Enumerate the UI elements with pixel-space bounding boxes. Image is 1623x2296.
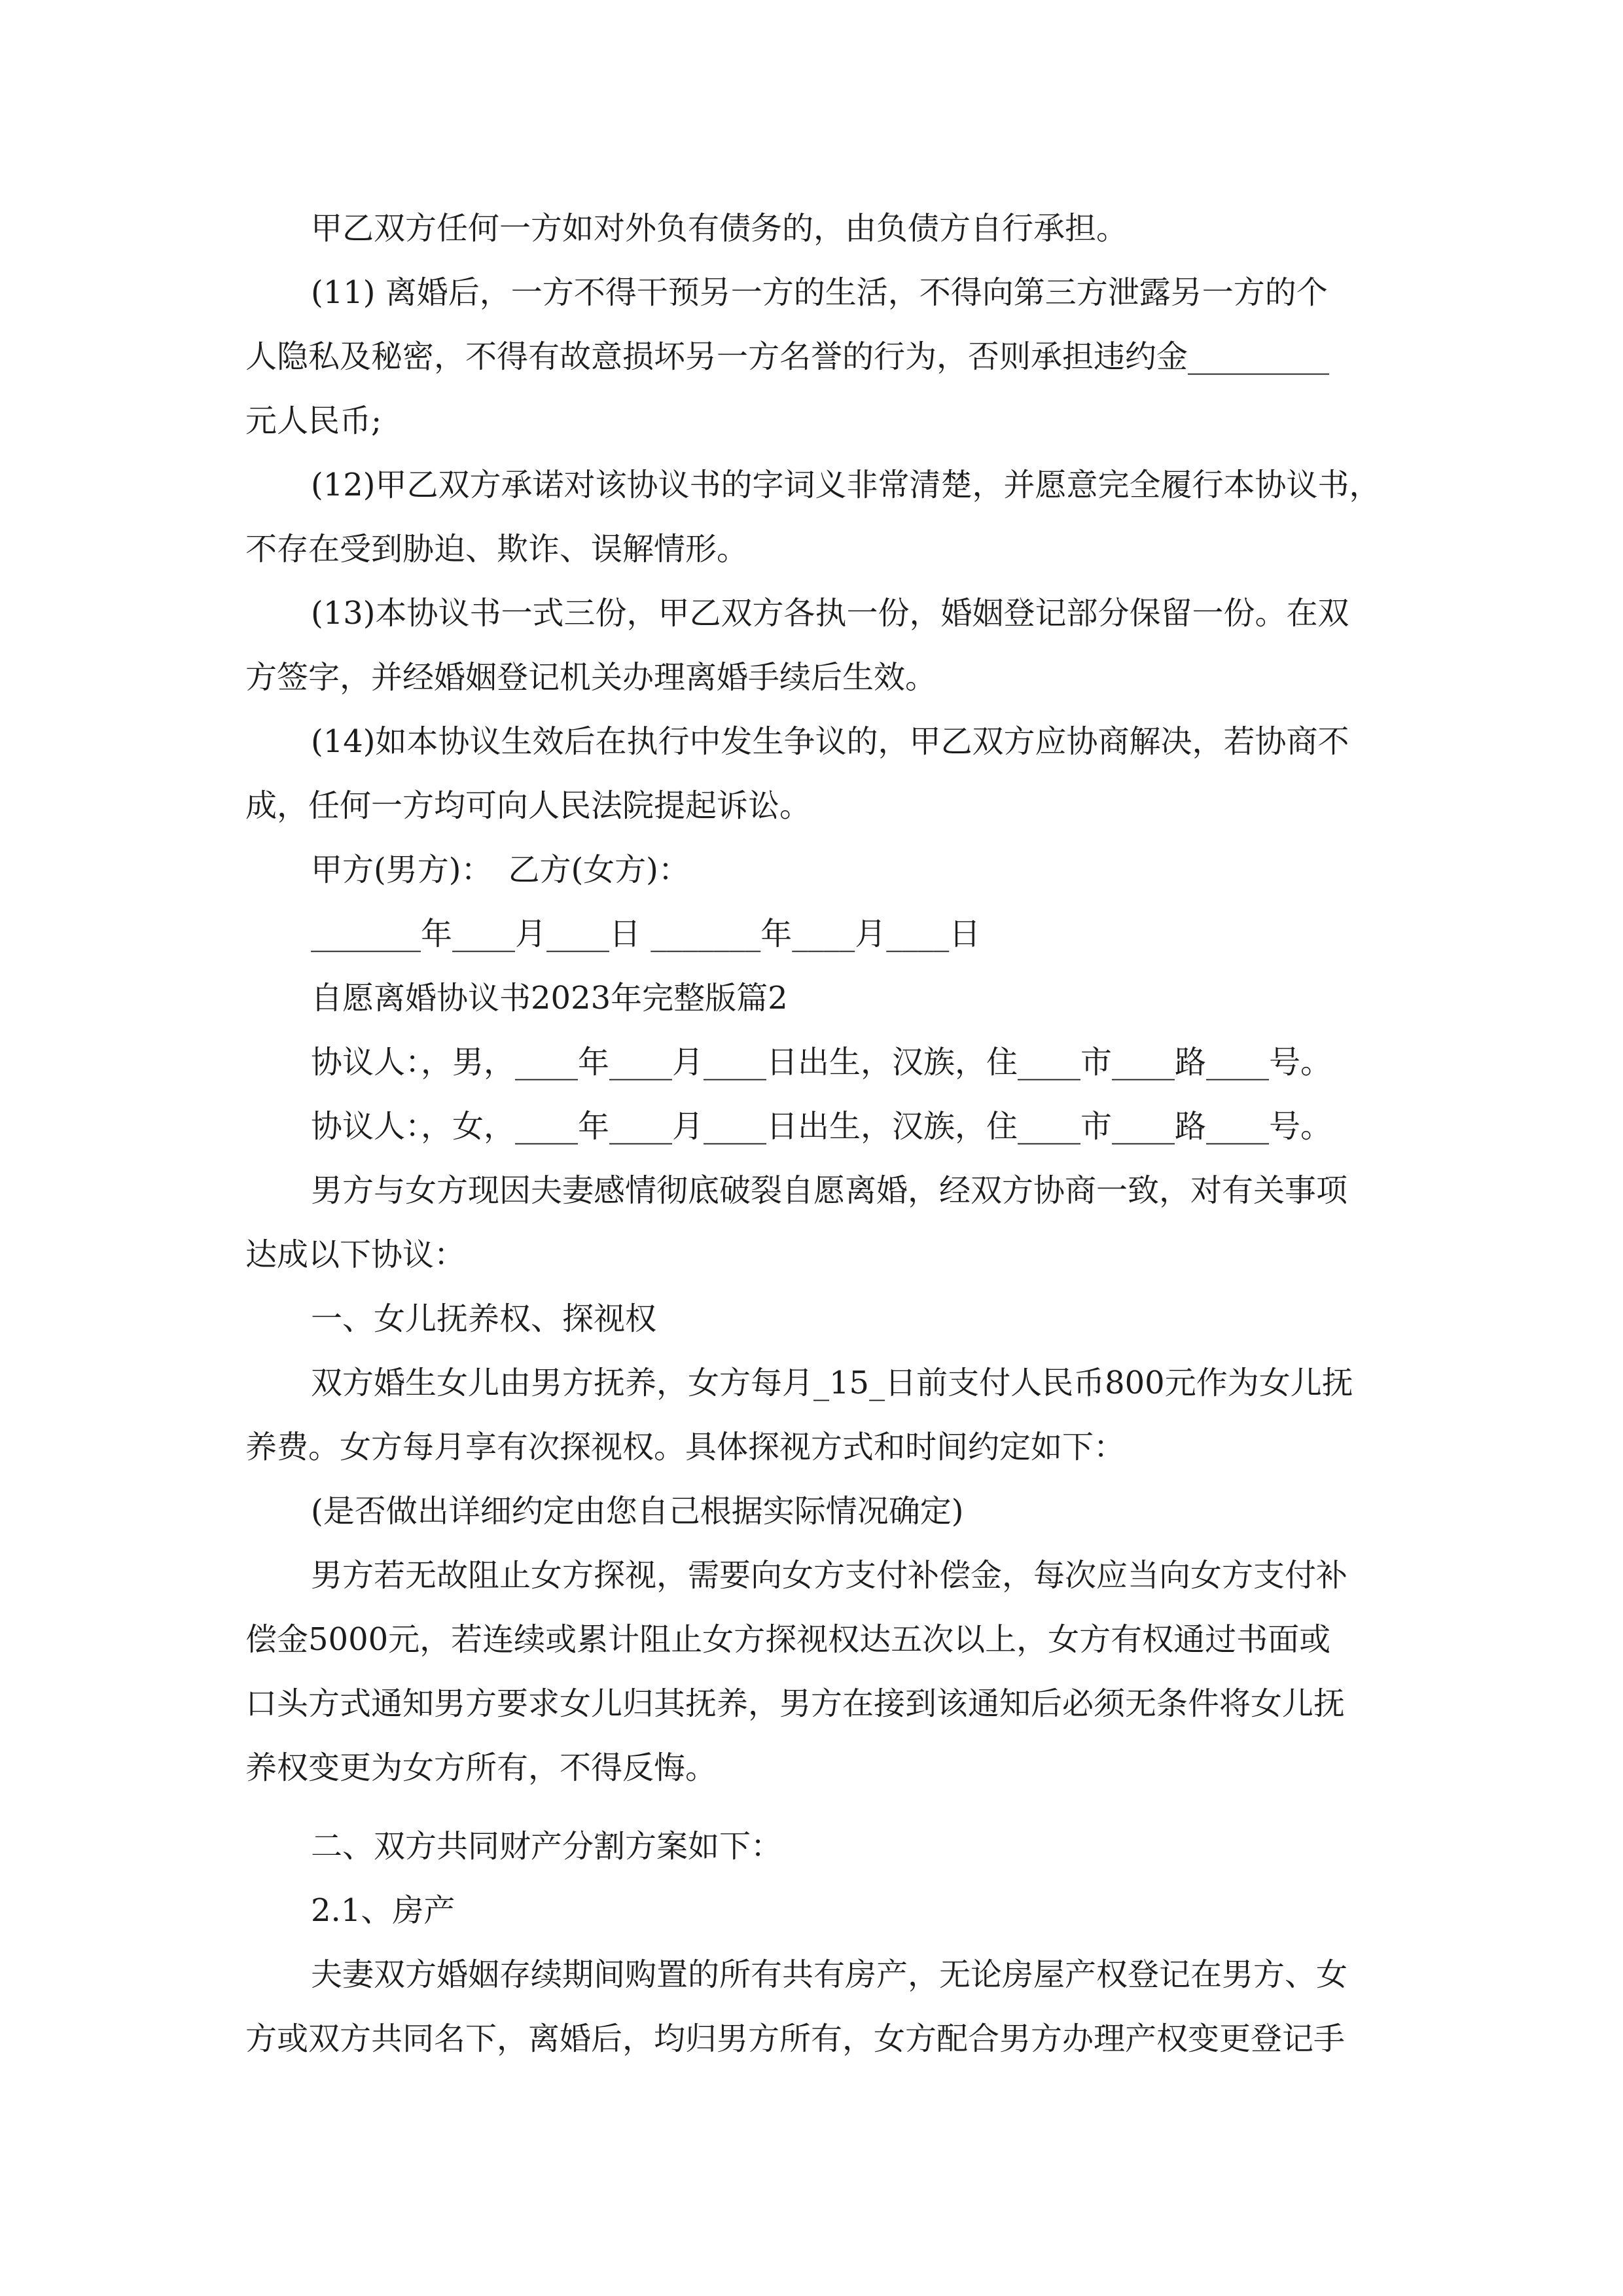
- text-line: (13)本协议书一式三份，甲乙双方各执一份，婚姻登记部分保留一份。在双: [311, 595, 1349, 632]
- text-line: (是否做出详细约定由您自己根据实际情况确定): [311, 1493, 964, 1530]
- text-line: (12)甲乙双方承诺对该协议书的字词义非常清楚，并愿意完全履行本协议书，: [311, 467, 1381, 503]
- text-line: _______年____月____日 _______年____月____日: [311, 916, 981, 952]
- text-line: 养费。女方每月享有次探视权。具体探视方式和时间约定如下：: [245, 1429, 1126, 1465]
- text-line: 二、双方共同财产分割方案如下：: [311, 1828, 783, 1865]
- text-line: 自愿离婚协议书2023年完整版篇2: [311, 980, 788, 1016]
- text-line: 协议人：，男，____年____月____日出生，汉族，住____市____路____号。: [311, 1044, 1332, 1081]
- text-line: 甲方(男方)： 乙方(女方)：: [311, 852, 690, 888]
- text-line: 男方若无故阻止女方探视，需要向女方支付补偿金，每次应当向女方支付补: [311, 1557, 1348, 1594]
- text-line: 男方与女方现因夫妻感情彻底破裂自愿离婚，经双方协商一致，对有关事项: [311, 1172, 1348, 1209]
- text-line: 达成以下协议：: [245, 1236, 466, 1273]
- text-line: 方签字，并经婚姻登记机关办理离婚手续后生效。: [245, 659, 937, 696]
- text-line: 偿金5000元，若连续或累计阻止女方探视权达五次以上，女方有权通过书面或: [245, 1621, 1331, 1658]
- text-line: 元人民币;: [245, 403, 382, 439]
- text-line: 成，任何一方均可向人民法院提起诉讼。: [245, 787, 812, 824]
- text-line: (14)如本协议生效后在执行中发生争议的，甲乙双方应协商解决，若协商不: [311, 723, 1349, 760]
- text-line: 养权变更为女方所有，不得反悔。: [245, 1749, 717, 1786]
- text-line: 一、女儿抚养权、探视权: [311, 1300, 657, 1337]
- document-body: [245, 196, 1384, 2071]
- paragraph-gap: [245, 1800, 1384, 1814]
- text-line: (11) 离婚后，一方不得干预另一方的生活，不得向第三方泄露另一方的个: [311, 274, 1328, 311]
- text-line: 人隐私及秘密，不得有故意损坏另一方名誉的行为，否则承担违约金_________: [245, 338, 1330, 375]
- text-line: 2.1、房产: [311, 1892, 455, 1929]
- text-line: 夫妻双方婚姻存续期间购置的所有共有房产，无论房屋产权登记在男方、女: [311, 1956, 1348, 1993]
- text-line: 口头方式通知男方要求女儿归其抚养，男方在接到该通知后必须无条件将女儿抚: [245, 1685, 1346, 1722]
- text-line: 甲乙双方任何一方如对外负有债务的，由负债方自行承担。: [311, 210, 1128, 247]
- text-line: 双方婚生女儿由男方抚养，女方每月_15_日前支付人民币800元作为女儿抚: [311, 1365, 1353, 1401]
- text-line: 不存在受到胁迫、欺诈、误解情形。: [245, 531, 749, 567]
- text-line: 方或双方共同名下，离婚后，均归男方所有，女方配合男方办理产权变更登记手: [245, 2020, 1346, 2057]
- text-line: 协议人：，女，____年____月____日出生，汉族，住____市____路____号。: [311, 1108, 1332, 1145]
